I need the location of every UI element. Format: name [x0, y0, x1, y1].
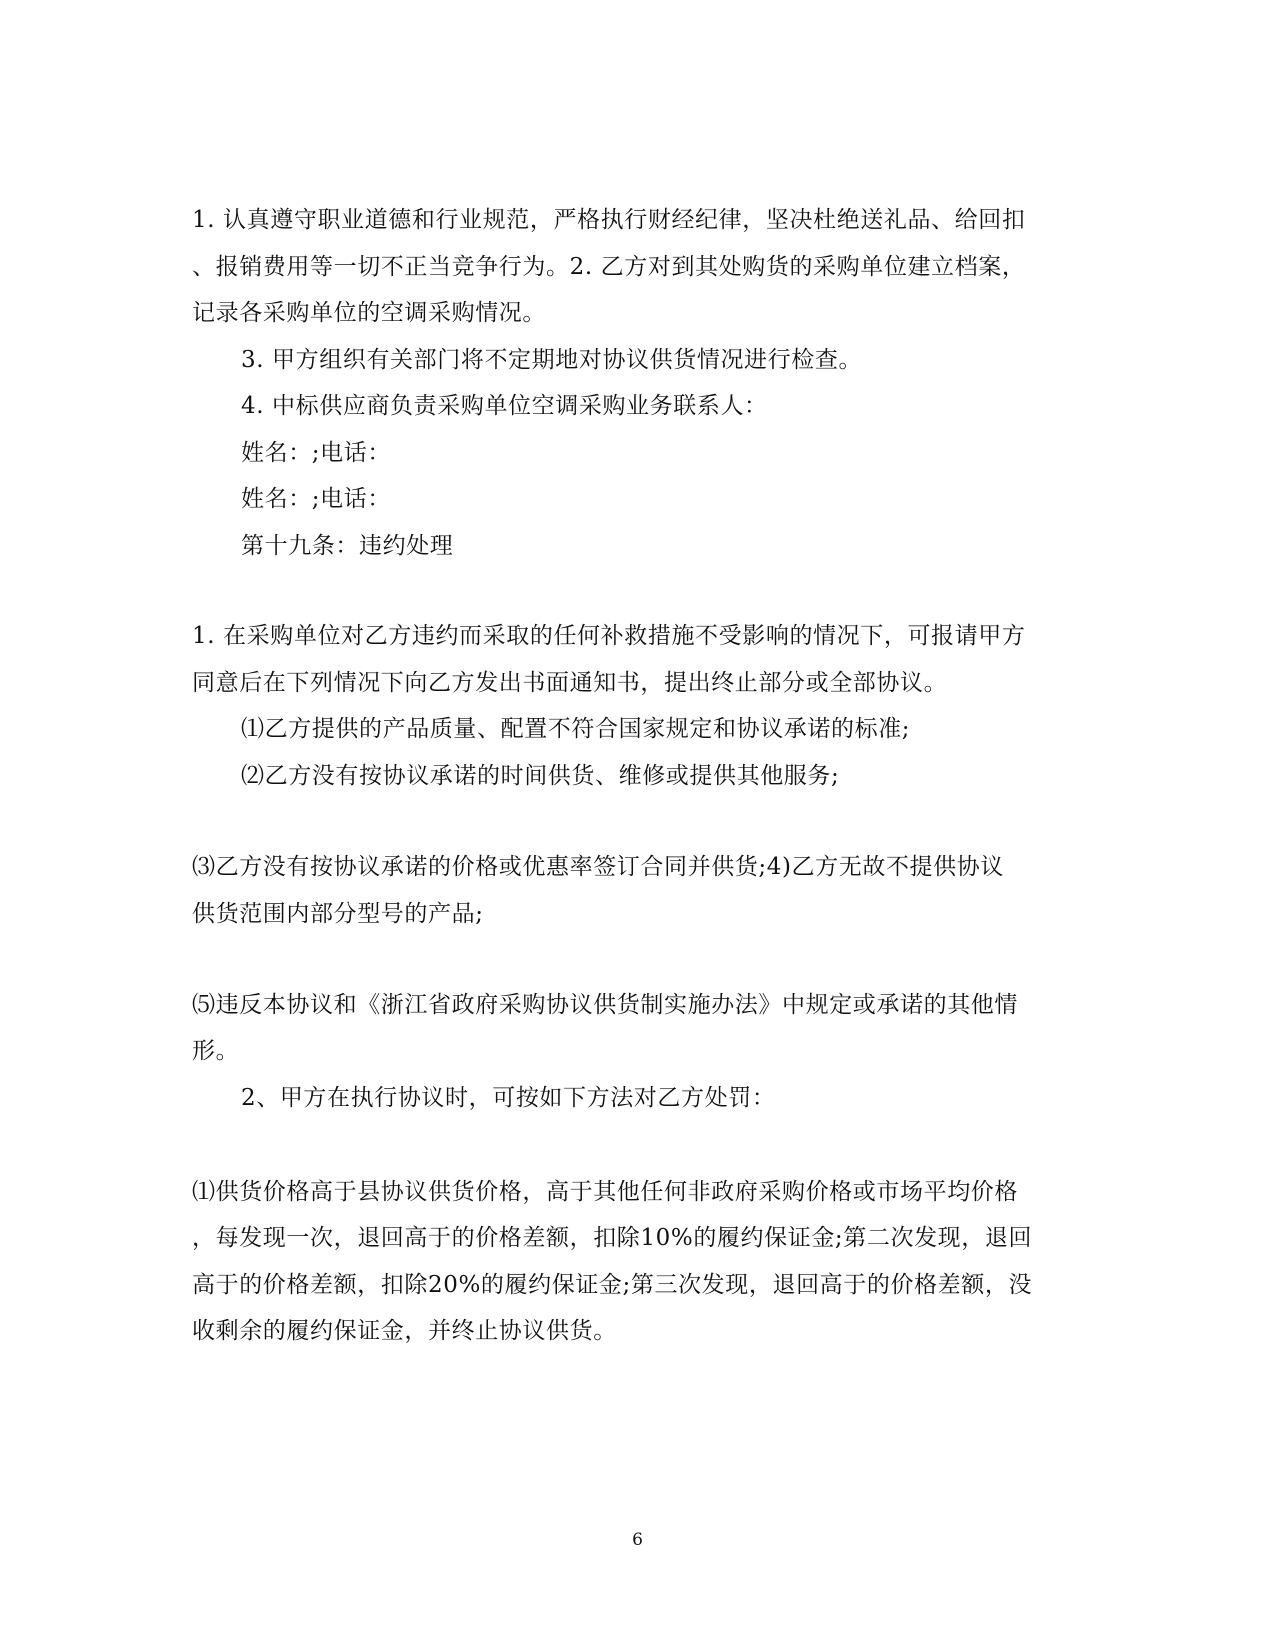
paragraph-line: 1. 认真遵守职业道德和行业规范，严格执行财经纪律，坚决杜绝送礼品、给回扣	[192, 207, 1026, 233]
paragraph-line: 记录各采购单位的空调采购情况。	[192, 300, 546, 326]
paragraph-line: 3. 甲方组织有关部门将不定期地对协议供货情况进行检查。	[241, 347, 863, 373]
paragraph-line: 同意后在下列情况下向乙方发出书面通知书，提出终止部分或全部协议。	[192, 670, 948, 696]
paragraph-line: 1. 在采购单位对乙方违约而采取的任何补救措施不受影响的情况下，可报请甲方	[192, 623, 1026, 649]
paragraph-line: ，每发现一次，退回高于的价格差额，扣除10%的履约保证金;第二次发现，退回	[192, 1225, 1033, 1251]
paragraph-line: 收剩余的履约保证金，并终止协议供货。	[192, 1318, 617, 1344]
list-item: ⑴供货价格高于县协议供货价格，高于其他任何非政府采购价格或市场平均价格	[192, 1179, 1018, 1205]
paragraph-line: 形。	[192, 1038, 240, 1064]
paragraph-line: 高于的价格差额，扣除20%的履约保证金;第三次发现，退回高于的价格差额，没	[192, 1272, 1033, 1298]
contact-line: 姓名：;电话：	[241, 440, 391, 466]
contact-line: 姓名：;电话：	[241, 486, 391, 512]
list-item: ⑴乙方提供的产品质量、配置不符合国家规定和协议承诺的标准;	[241, 716, 911, 742]
paragraph-line: 、报销费用等一切不正当竞争行为。2. 乙方对到其处购货的采购单位建立档案，	[192, 254, 1026, 280]
paragraph-line: 供货范围内部分型号的产品;	[192, 901, 484, 927]
section-heading: 第十九条：违约处理	[241, 533, 454, 559]
list-item: ⑶乙方没有按协议承诺的价格或优惠率签订合同并供货;4)乙方无故不提供协议	[192, 854, 1004, 880]
page-number: 6	[632, 1530, 643, 1550]
list-item: ⑵乙方没有按协议承诺的时间供货、维修或提供其他服务;	[241, 763, 840, 789]
paragraph-line: 4. 中标供应商负责采购单位空调采购业务联系人：	[241, 393, 768, 419]
paragraph-line: 2、甲方在执行协议时，可按如下方法对乙方处罚：	[241, 1085, 776, 1111]
list-item: ⑸违反本协议和《浙江省政府采购协议供货制实施办法》中规定或承诺的其他情	[192, 992, 1018, 1018]
